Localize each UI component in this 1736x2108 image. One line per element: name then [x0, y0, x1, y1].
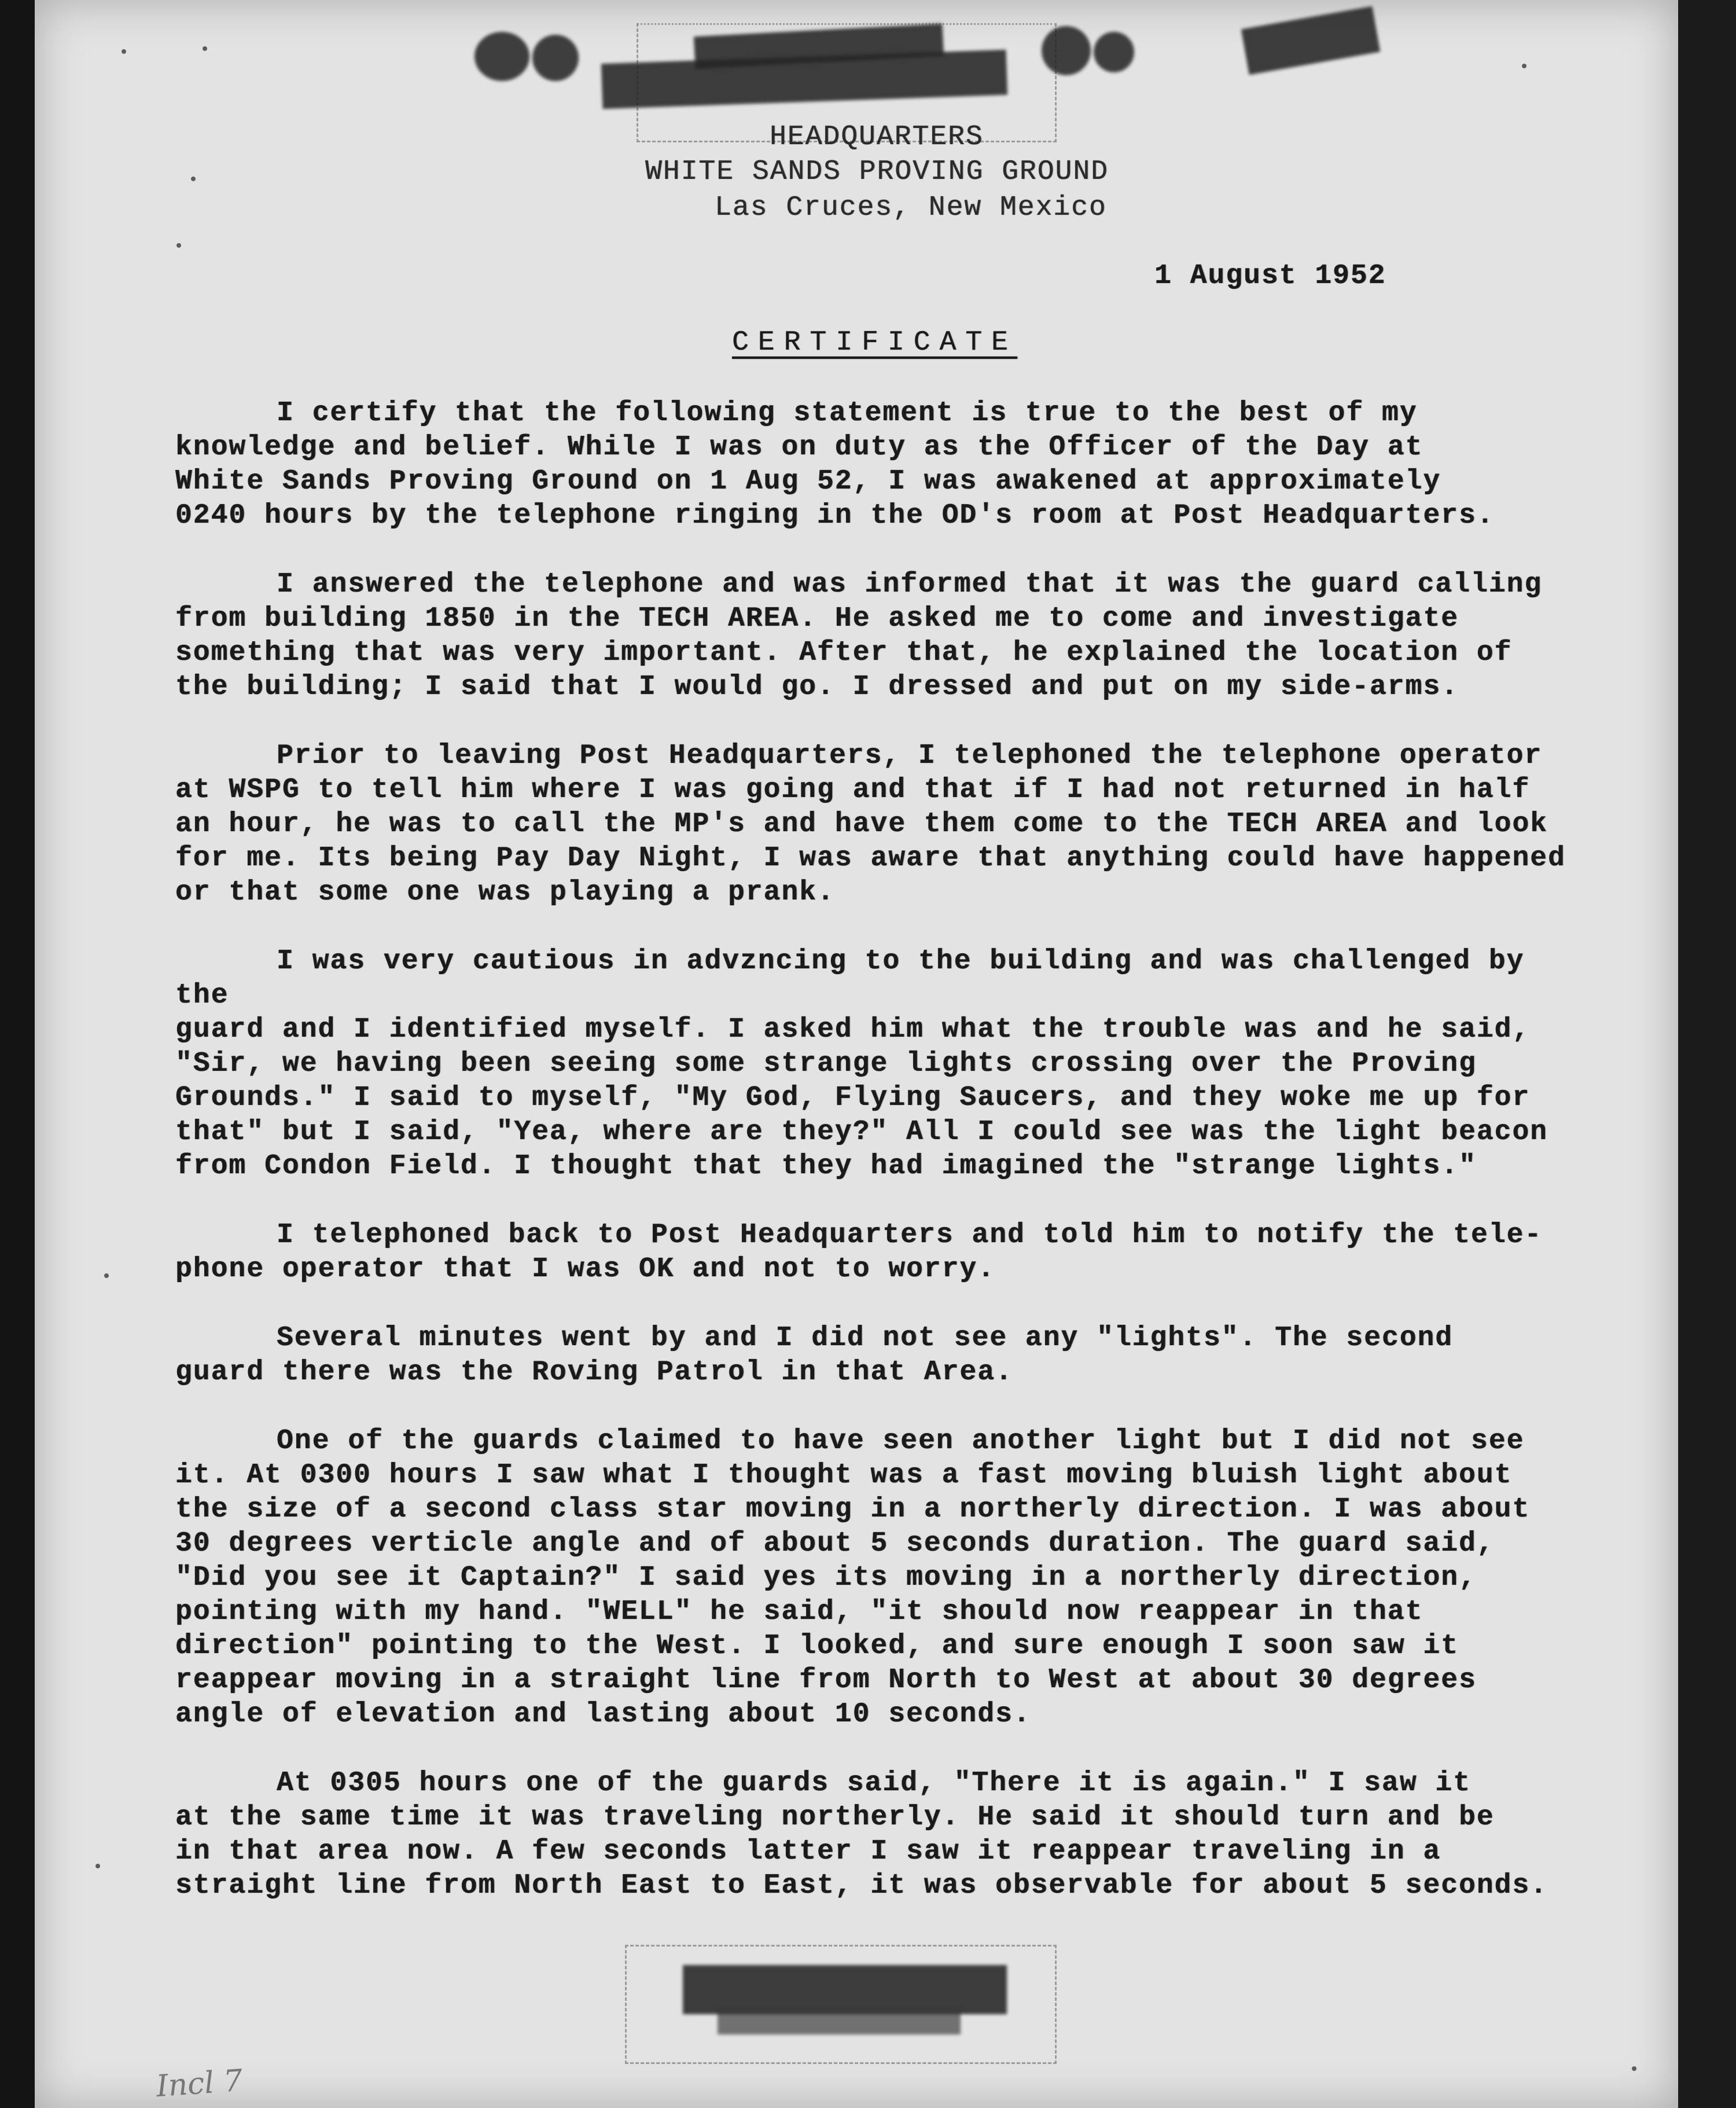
scan-border	[1678, 0, 1736, 2108]
redaction-bar-bottom	[718, 2011, 961, 2034]
paragraph: At 0305 hours one of the guards said, "There it is again." I saw it at the same time it was traveling northerly. He said it should turn and be in that area now. A few seconds latter I saw it reappear traveling in a straight line from North East to East, it was observable for about 5 seconds.	[175, 1768, 1548, 1901]
document-page	[35, 0, 1678, 2108]
document-body	[175, 396, 1576, 1938]
redaction-bar-bottom	[683, 1965, 1007, 2014]
paragraph: I telephoned back to Post Headquarters and told him to notify the tele- phone operator that I was OK and not to worry.	[175, 1220, 1543, 1285]
punch-hole-mark	[1042, 26, 1091, 75]
punch-hole-mark	[475, 32, 529, 81]
redaction-bar-top-right	[1241, 6, 1380, 75]
speck-mark	[95, 1864, 100, 1868]
speck-mark	[1632, 2066, 1636, 2071]
punch-hole-mark	[532, 35, 579, 81]
speck-mark	[122, 49, 126, 54]
document-title: CERTIFICATE	[732, 327, 1017, 358]
speck-mark	[176, 243, 181, 248]
header-location: Las Cruces, New Mexico	[715, 192, 1107, 223]
speck-mark	[1522, 64, 1527, 68]
document-date: 1 August 1952	[1154, 260, 1386, 292]
paragraph: Several minutes went by and I did not see any "lights". The second guard there was the Roving Patrol in that Area.	[175, 1323, 1454, 1388]
handwritten-note: Incl 7	[155, 2063, 244, 2105]
punch-hole-mark	[1094, 32, 1134, 72]
paragraph: Prior to leaving Post Headquarters, I telephoned the telephone operator at WSPG to tell him where I was going and that if I had not returned in half an hour, he was to call the MP's and have them come to the TECH AREA and look for me. Its being Pay Day Night, I was aware that anything could have happened or that some one was playing a prank.	[175, 740, 1566, 908]
header-organization: WHITE SANDS PROVING GROUND	[645, 156, 1109, 188]
speck-mark	[104, 1273, 109, 1278]
paragraph: One of the guards claimed to have seen another light but I did not see it. At 0300 hours I saw what I thought was a fast moving bluish light about the size of a second class star moving in a northerly direction. I was about 30 degrees verticle angle and of about 5 seconds duration. The guard said, "Did you see it Captain?" I said yes its moving in a northerly direction, pointing with my hand. "WELL" he said, "it should now reappear in that direction" pointing to the West. I looked, and sure enough I soon saw it reappear moving in a straight line from North to West at about 30 degrees angle of elevation and lasting about 10 seconds.	[175, 1426, 1531, 1730]
paragraph: I certify that the following statement is true to the best of my knowledge and belief. While I was on duty as the Officer of the Day at White Sands Proving Ground on 1 Aug 52, I was awakened at approximately 0240 hours by the telephone ringing in the OD's room at Post Headquarters.	[175, 398, 1495, 531]
speck-mark	[191, 177, 196, 181]
paragraph: I was very cautious in advzncing to the building and was challenged by the guard and I identified myself. I asked him what the trouble was and he said, "Sir, we having been seeing some strange lights crossing over the Proving Grounds." I said to myself, "My God, Flying Saucers, and they woke me up for that" but I said, "Yea, where are they?" All I could see was the light beacon from Condon Field. I thought that they had imagined the "strange lights."	[175, 946, 1548, 1182]
paragraph: I answered the telephone and was informed that it was the guard calling from building 1850 in the TECH AREA. He asked me to come and investigate something that was very important. After that, he explained the location of the building; I said that I would go. I dressed and put on my side-arms.	[175, 569, 1543, 703]
header-title: HEADQUARTERS	[770, 122, 984, 153]
speck-mark	[203, 46, 207, 51]
